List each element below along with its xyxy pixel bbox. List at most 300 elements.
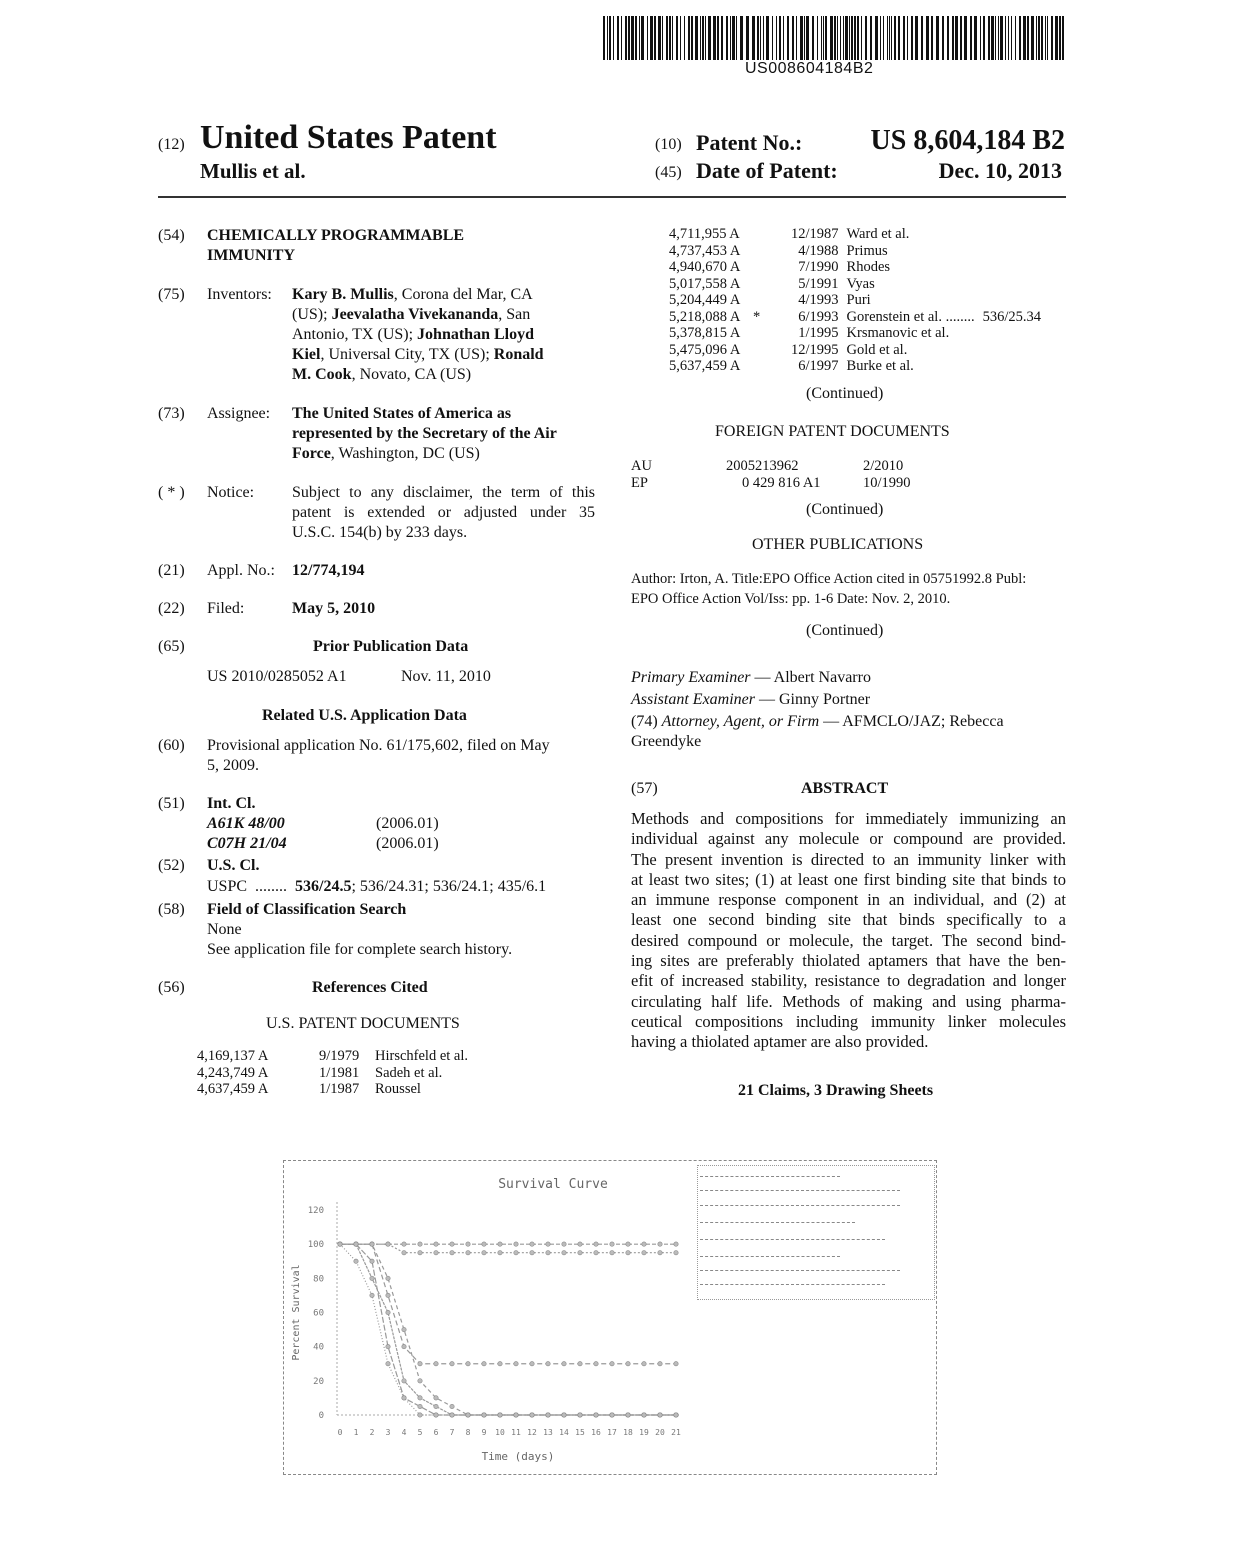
ref-date: 12/1995 (791, 341, 839, 358)
us-references-right (669, 226, 1041, 375)
assignee-name: represented by the Secretary of the Air (292, 425, 557, 442)
barcode-bar (988, 16, 990, 60)
abstract-line: ceutical compositions including immunity linker molecules (631, 1011, 1066, 1031)
document-title: United States Patent (200, 119, 497, 156)
barcode-bar (861, 16, 862, 60)
x-tick-label: 9 (481, 1428, 487, 1437)
field-code-58: (58) (158, 901, 185, 918)
barcode-bar (621, 16, 622, 60)
barcode-bar (1051, 16, 1053, 60)
legend-entry (700, 1239, 885, 1241)
uspc-label: USPC (207, 878, 248, 895)
barcode-bar (1019, 16, 1021, 60)
barcode-bar (970, 16, 972, 60)
ref-class: 536/25.34 (982, 308, 1041, 325)
barcode-bar (883, 16, 884, 60)
barcode-bar (955, 16, 958, 60)
abstract-line: desired compound or molecule, the target. The second bind- (631, 930, 1066, 950)
barcode-bar (796, 16, 797, 60)
other-publications-heading: OTHER PUBLICATIONS (752, 536, 924, 553)
date-of-patent-label: Date of Patent: (696, 158, 838, 183)
assignee-name: The United States of America as (292, 405, 512, 422)
barcode-bar (684, 16, 685, 60)
inventor-text: (US); (292, 306, 332, 323)
ref-name: Burke et al. (846, 358, 914, 374)
inventor-name: Kary B. Mullis (292, 286, 394, 303)
assistant-examiner-label: Assistant Examiner (631, 691, 755, 708)
y-tick-label: 120 (307, 1206, 324, 1216)
ref-number: 5,017,558 A (669, 275, 741, 292)
ref-star (747, 276, 791, 293)
ref-number: 5,378,815 A (669, 325, 741, 341)
barcode-bar (1036, 16, 1037, 60)
data-point (418, 1404, 422, 1408)
field-code-51: (51) (158, 795, 185, 812)
barcode-bar (903, 16, 905, 60)
barcode-bar (631, 16, 634, 60)
assignee-line (292, 424, 557, 444)
barcode-bar (609, 16, 611, 60)
data-point (386, 1344, 390, 1348)
barcode-bar (1047, 16, 1048, 60)
data-point (418, 1242, 422, 1246)
barcode-bar (907, 16, 908, 60)
abstract-line: an immune response component in an individual, and (2) at (631, 890, 1066, 910)
ref-name: Vyas (846, 275, 875, 292)
int-cl-class: C07H 21/04 (207, 835, 287, 852)
uspc-dots: ........ (255, 878, 288, 895)
barcode-bar (952, 16, 954, 60)
field-code-75: (75) (158, 286, 185, 303)
ref-name: Krsmanovic et al. (846, 325, 950, 341)
barcode-bar (776, 16, 777, 60)
barcode-bar (647, 16, 648, 60)
barcode-bar (721, 16, 723, 60)
inventors-list (292, 285, 544, 385)
barcode-bar (837, 16, 838, 60)
barcode-bar (854, 16, 856, 60)
primary-examiner-label: Primary Examiner (631, 669, 751, 686)
field-of-search-value: None (207, 921, 242, 938)
ref-date: 7/1990 (798, 259, 839, 275)
table-row (669, 243, 1041, 260)
ref-date: 6/1997 (798, 358, 839, 374)
assistant-examiner (631, 690, 870, 710)
x-tick-label: 3 (385, 1428, 391, 1437)
table-row (669, 259, 1041, 276)
barcode-bar (915, 16, 918, 60)
legend-entry (700, 1270, 900, 1272)
y-tick-label: 20 (313, 1376, 324, 1387)
data-point (594, 1413, 598, 1417)
notice-text (292, 483, 595, 543)
notice-line: patent is extended or adjusted under 35 (292, 504, 595, 521)
int-cl-label: Int. Cl. (207, 795, 256, 812)
x-tick-label: 7 (449, 1428, 455, 1437)
foreign-date: 10/1990 (863, 474, 911, 491)
inventor-line (292, 325, 544, 345)
legend-entry (700, 1176, 840, 1178)
table-row (631, 475, 911, 492)
series-line (340, 1244, 676, 1364)
barcode-bar (911, 16, 913, 60)
data-point (530, 1362, 534, 1366)
data-point (466, 1413, 470, 1417)
field-code-65: (65) (158, 638, 185, 655)
data-point (338, 1242, 342, 1246)
ref-name: Roussel (375, 1081, 421, 1097)
ref-class (975, 243, 1041, 260)
claims-summary: 21 Claims, 3 Drawing Sheets (738, 1082, 934, 1099)
data-point (514, 1251, 518, 1255)
attorney (631, 712, 1067, 752)
notice-line: U.S.C. 154(b) by 233 days. (292, 524, 468, 541)
inventor-line (292, 285, 544, 305)
data-point (386, 1242, 390, 1246)
barcode-bar (1062, 16, 1064, 60)
series-line (340, 1244, 676, 1415)
barcode-bar (823, 16, 824, 60)
y-tick-label: 40 (313, 1342, 324, 1353)
barcode-bar (1045, 16, 1046, 60)
data-point (434, 1362, 438, 1366)
ref-name: Puri (846, 292, 871, 308)
data-point (546, 1413, 550, 1417)
data-point (434, 1251, 438, 1255)
barcode-bar (766, 16, 769, 60)
data-point (418, 1379, 422, 1383)
barcode-bar (817, 16, 818, 60)
data-point (658, 1362, 662, 1366)
ref-name: Gold et al. (846, 341, 908, 358)
x-tick-label: 2 (369, 1428, 375, 1437)
barcode-bar (672, 16, 673, 60)
legend-entry (700, 1190, 900, 1192)
barcode-bar (617, 16, 619, 60)
barcode-bar (669, 16, 671, 60)
barcode-bar (894, 16, 896, 60)
abstract-line: circulating half life. Methods of making and using pharma- (631, 991, 1066, 1011)
abstract-line: least one second binding site that binds specifically to a (631, 910, 1066, 930)
data-point (402, 1327, 406, 1331)
barcode-bar (983, 16, 985, 60)
data-point (418, 1251, 422, 1255)
barcode-bar (1008, 16, 1009, 60)
inventor-line (292, 345, 544, 365)
abstract-line: individual against any molecule or compound are provided. (631, 829, 1066, 849)
y-tick-label: 0 (318, 1411, 324, 1421)
data-point (578, 1362, 582, 1366)
ref-class (975, 358, 1041, 375)
notice-line: Subject to any disclaimer, the term of this (292, 484, 595, 501)
data-point (546, 1242, 550, 1246)
barcode-bar (1041, 16, 1043, 60)
data-point (594, 1251, 598, 1255)
field-of-search-note: See application file for complete search history. (207, 941, 513, 958)
ref-star (747, 226, 791, 243)
data-point (674, 1251, 678, 1255)
data-point (386, 1310, 390, 1314)
field-code-57: (57) (631, 780, 658, 797)
data-point (546, 1251, 550, 1255)
data-point (658, 1413, 662, 1417)
ref-number: 5,218,088 A (669, 308, 741, 325)
data-point (386, 1293, 390, 1297)
abstract-text (631, 809, 1066, 1053)
data-point (434, 1396, 438, 1400)
data-point (658, 1242, 662, 1246)
ref-number: 4,711,955 A (669, 226, 740, 242)
barcode-bar (752, 16, 755, 60)
barcode-bar (947, 16, 949, 60)
ref-class (975, 292, 1041, 309)
dash: — (823, 713, 840, 730)
y-axis-label: Percent Survival (291, 1264, 302, 1361)
data-point (578, 1413, 582, 1417)
ref-number: 4,243,749 A (197, 1064, 269, 1081)
data-point (514, 1242, 518, 1246)
ref-number: 4,940,670 A (669, 259, 741, 275)
field-code-52: (52) (158, 857, 185, 874)
data-point (626, 1251, 630, 1255)
chart-legend (697, 1165, 935, 1300)
data-point (402, 1379, 406, 1383)
data-point (434, 1413, 438, 1417)
ref-date: 1/1981 (319, 1064, 360, 1081)
table-row (669, 276, 1041, 293)
abstract-line: Methods and compositions for immediately immunizing an (631, 809, 1066, 828)
table-row (669, 226, 1041, 243)
data-point (466, 1242, 470, 1246)
data-point (354, 1259, 358, 1263)
x-tick-label: 8 (465, 1428, 471, 1437)
notice-label: Notice: (207, 484, 255, 501)
table-row (197, 1065, 468, 1082)
barcode-bar (998, 16, 999, 60)
data-point (402, 1344, 406, 1348)
barcode-bar (625, 16, 627, 60)
us-references-left (197, 1048, 468, 1098)
inventor-name: Jeevalatha Vivekananda (331, 306, 499, 323)
ref-class (975, 259, 1041, 276)
ref-date: 4/1993 (798, 292, 839, 308)
data-point (658, 1251, 662, 1255)
attorney-code: (74) (631, 713, 658, 730)
prior-publication-date: Nov. 11, 2010 (401, 668, 491, 685)
data-point (626, 1242, 630, 1246)
barcode-bar (792, 16, 794, 60)
x-tick-label: 14 (559, 1428, 569, 1437)
ref-star (747, 325, 791, 342)
table-row (669, 342, 1041, 359)
inventor-text: , Corona del Mar, CA (393, 286, 533, 303)
data-point (434, 1404, 438, 1408)
data-point (450, 1404, 454, 1408)
data-point (498, 1413, 502, 1417)
legend-entry (700, 1222, 855, 1224)
field-code-notice: ( * ) (158, 484, 185, 501)
data-point (450, 1251, 454, 1255)
data-point (530, 1413, 534, 1417)
data-point (514, 1362, 518, 1366)
barcode-bar (702, 16, 704, 60)
continued-note: (Continued) (806, 622, 884, 639)
ref-star: * (753, 308, 761, 325)
data-point (642, 1362, 646, 1366)
field-code-22: (22) (158, 600, 185, 617)
ref-date: 9/1979 (319, 1048, 360, 1064)
table-row (669, 325, 1041, 342)
ref-class (975, 325, 1041, 342)
data-point (578, 1242, 582, 1246)
barcode-bar (757, 16, 759, 60)
dash: — (754, 669, 771, 686)
uspc-line (207, 877, 546, 897)
x-tick-label: 0 (337, 1428, 343, 1437)
references-cited-heading: References Cited (312, 979, 428, 996)
ref-date: 1/1995 (798, 325, 839, 341)
barcode-bar (695, 16, 698, 60)
invention-title (207, 226, 464, 266)
y-tick-label: 80 (313, 1274, 324, 1285)
ref-number: 5,637,459 A (669, 358, 741, 374)
data-point (610, 1242, 614, 1246)
barcode-bar (1055, 16, 1058, 60)
data-point (370, 1242, 374, 1246)
ref-date: 1/1987 (319, 1081, 360, 1097)
barcode-bar (676, 16, 678, 60)
assignee-text: , Washington, DC (US) (330, 445, 480, 462)
barcode-bar (931, 16, 933, 60)
appl-no-label: Appl. No.: (207, 562, 275, 579)
inventor-text: , Novato, CA (US) (351, 366, 472, 383)
foreign-number: 2005213962 (726, 458, 799, 474)
data-point (610, 1362, 614, 1366)
country-code: AU (631, 458, 652, 474)
table-row (669, 358, 1041, 375)
other-publication-line: EPO Office Action Vol/Iss: pp. 1-6 Date: Nov. 2, 2010. (631, 591, 951, 607)
attorney-line (631, 712, 1067, 732)
filed-date: May 5, 2010 (292, 600, 376, 617)
barcode-bar (688, 16, 690, 60)
data-point (546, 1362, 550, 1366)
assignee-name: Force (292, 445, 331, 462)
barcode-bar (857, 16, 859, 60)
ref-star (747, 292, 791, 309)
series-line (340, 1244, 676, 1415)
data-point (418, 1396, 422, 1400)
barcode-bar (746, 16, 749, 60)
header-rule (158, 196, 1066, 198)
ref-date: 4/1988 (798, 242, 839, 259)
inventor-text: Antonio, TX (US); (292, 326, 418, 343)
data-point (610, 1413, 614, 1417)
data-point (594, 1242, 598, 1246)
provisional-line: 5, 2009. (207, 757, 259, 774)
x-tick-label: 12 (527, 1428, 537, 1437)
x-tick-label: 13 (543, 1428, 553, 1437)
inventor-text: , San (498, 306, 531, 323)
barcode-bar (1027, 16, 1029, 60)
barcode-bar (942, 16, 944, 60)
barcode-bar (1059, 16, 1061, 60)
data-point (386, 1276, 390, 1280)
barcode-bar (705, 16, 706, 60)
ref-name: Ward et al. (846, 226, 910, 242)
ref-date: 6/1993 (798, 308, 839, 325)
date-of-patent: Dec. 10, 2013 (938, 158, 1062, 183)
ref-star (747, 358, 791, 375)
table-row (669, 292, 1041, 309)
invention-title-line2: IMMUNITY (207, 247, 295, 264)
data-point (402, 1251, 406, 1255)
assignee (292, 404, 557, 464)
barcode-bar (804, 16, 805, 60)
barcode-bar (736, 16, 737, 60)
barcode-bar (708, 16, 711, 60)
other-publication-line: Author: Irton, A. Title:EPO Office Action cited in 05751992.8 Publ: (631, 571, 1027, 587)
data-point (594, 1362, 598, 1366)
data-point (642, 1242, 646, 1246)
barcode-bar (870, 16, 872, 60)
field-code-56: (56) (158, 979, 185, 996)
x-tick-label: 1 (353, 1428, 359, 1437)
barcode-bar (628, 16, 630, 60)
ref-name: Rhodes (846, 259, 891, 275)
barcode-bar (717, 16, 719, 60)
barcode-bar (880, 16, 881, 60)
data-point (354, 1242, 358, 1246)
attorney-label: Attorney, Agent, or Firm (661, 713, 820, 730)
data-point (482, 1242, 486, 1246)
us-cl-label: U.S. Cl. (207, 857, 260, 874)
field-code-10: (10) (655, 136, 682, 153)
barcode-bar (875, 16, 878, 60)
table-row (197, 1048, 468, 1065)
barcode-bar (650, 16, 653, 60)
data-point (562, 1362, 566, 1366)
data-point (674, 1413, 678, 1417)
uspc-primary: 536/24.5 (295, 878, 352, 895)
foreign-date: 2/2010 (863, 458, 904, 474)
ref-name: Gorenstein et al. ........ (846, 308, 975, 325)
barcode-bar (1023, 16, 1026, 60)
patent-number: US 8,604,184 B2 (870, 125, 1065, 156)
int-cl-version: (2006.01) (376, 815, 439, 832)
ref-star (747, 243, 791, 260)
barcode-bar (772, 16, 773, 60)
barcode-bar (732, 16, 735, 60)
inventors-label: Inventors: (207, 286, 272, 303)
x-axis-label: Time (days) (481, 1450, 555, 1463)
us-patent-documents-heading: U.S. PATENT DOCUMENTS (266, 1015, 460, 1032)
barcode-bar (730, 16, 731, 60)
barcode-bar (1000, 16, 1003, 60)
data-point (642, 1251, 646, 1255)
provisional-application (207, 736, 595, 776)
table-row (197, 1081, 468, 1098)
x-tick-label: 21 (671, 1428, 681, 1437)
data-point (450, 1362, 454, 1366)
data-point (674, 1362, 678, 1366)
barcode-bar (1031, 16, 1034, 60)
legend-entry (700, 1284, 885, 1286)
data-point (626, 1413, 630, 1417)
barcode-bar (662, 16, 663, 60)
abstract-heading: ABSTRACT (801, 780, 889, 797)
barcode-bar (960, 16, 962, 60)
ref-number: 4,169,137 A (197, 1048, 269, 1064)
